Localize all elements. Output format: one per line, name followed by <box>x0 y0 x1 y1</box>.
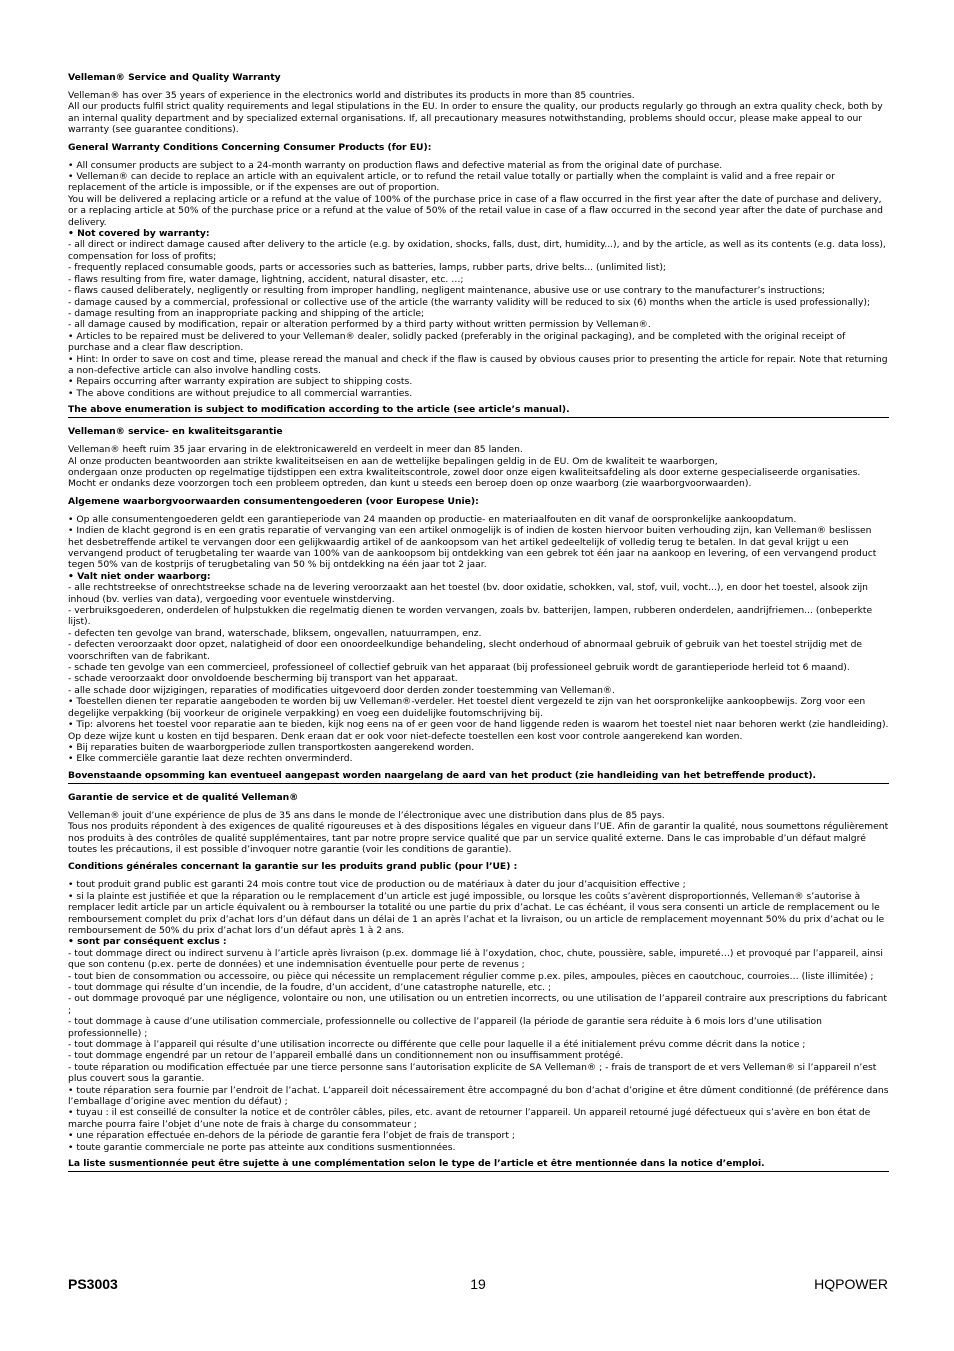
list-item: • Bij reparaties buiten de waarborgperiode zullen transportkosten aangerekend worden. <box>68 741 475 753</box>
list-item: - schade ten gevolge van een commercieel, professioneel of collectief gebruik van het apparaat (bij professioneel gebruik wordt de garantieperiode herleid tot 6 maand). <box>68 662 850 674</box>
list-item: - flaws resulting from fire, water damage, lightning, accident, natural disaster, etc. …; <box>68 273 464 285</box>
list-item: - toute réparation ou modification effectuée par une tierce personne sans l’autorisation explicite de SA Velleman® ; - frais de transport de et vers Velleman® si l’appareil n’est plus couvert sous la garantie. <box>68 1061 877 1085</box>
list-item: - alle schade door wijzigingen, reparaties of modificaties uitgevoerd door derden zonder toestemming van Velleman®. <box>68 684 616 696</box>
list-item: - schade veroorzaakt door onvoldoende bescherming bij transport van het apparaat. <box>68 673 458 685</box>
list-item: • Repairs occurring after warranty expiration are subject to shipping costs. <box>68 376 413 388</box>
list-item: - all direct or indirect damage caused after delivery to the article (e.g. by oxidation, shocks, falls, dust, dirt, humidity...), and by the article, as well as its contents (e.g. data loss), compensation for loss of profits; <box>68 239 886 262</box>
closing-note: The above enumeration is subject to modification according to the article (see article’s manual). <box>68 404 889 418</box>
document-body <box>68 72 889 1180</box>
list-item: • Op alle consumentengoederen geldt een garantieperiode van 24 maanden op productie- en materiaalfouten en dit vanaf de oorspronkelijke aankoopdatum. <box>68 513 797 525</box>
conditions-list <box>68 879 889 1153</box>
list-item: • tout produit grand public est garanti 24 mois contre tout vice de production ou de matériaux à dater du jour d’acquisition effective ; <box>68 879 686 891</box>
list-item: - tout dommage à l’appareil qui résulte d’une utilisation incorrecte ou différente que celle pour laquelle il a été initialement prévu comme décrit dans la notice ; <box>68 1039 806 1051</box>
section-nl <box>68 426 889 784</box>
list-item: • Valt niet onder waarborg: <box>68 570 211 582</box>
closing-note: La liste susmentionnée peut être sujette à une complémentation selon le type de l’article et être mentionnée dans la notice d’emploi. <box>68 1158 889 1172</box>
conditions-title: General Warranty Conditions Concerning Consumer Products (for EU): <box>68 141 432 153</box>
conditions-title: Conditions générales concernant la garantie sur les produits grand public (pour l’UE) : <box>68 861 518 873</box>
list-item: - flaws caused deliberately, negligently or resulting from improper handling, negligent maintenance, abusive use or use contrary to the manufacturer’s instructions; <box>68 285 825 297</box>
closing-note: Bovenstaande opsomming kan eventueel aangepast worden naargelang de aard van het product (zie handleiding van het betreffende product). <box>68 770 889 784</box>
list-item: • Tip: alvorens het toestel voor reparatie aan te bieden, kijk nog eens na of er geen voor de hand liggende reden is waarom het toestel niet naar behoren werkt (zie handleiding). Op deze wijze kunt u kosten en tijd besparen. Denk eraan dat er ook voor niet-defecte toestellen een kost voor controle aangerekend kan worden. <box>68 719 889 742</box>
list-item: - tout dommage direct ou indirect survenu à l’article après livraison (p.ex. dommage lié à l’oxydation, choc, chute, poussière, sable, impureté…) et provoqué par l’appareil, ainsi que son contenu (p.ex. perte de données) et une indemnisation éventuelle pour perte de revenus ; <box>68 947 883 971</box>
list-item: • Indien de klacht gegrond is en een gratis reparatie of vervanging van een artikel onmogelijk is of indien de kosten hiervoor buiten verhouding zijn, kan Velleman® beslissen het desbetreffende artikel te vervangen door een gelijkwaardig artikel of de aankoopsom van het artikel gedeeltelijk of volledig terug te betalen. In dat geval krijgt u een vervangend product of terugbetaling ter waarde van 100% van de aankoopsom bij ontdekking van een gebrek tot één jaar na aankoop en levering, of een vervangend product tegen 50% van de kostprijs of terugbetaling van 50 % bij ontdekking na één jaar tot 2 jaar. <box>68 525 877 571</box>
intro-paragraph: Velleman® heeft ruim 35 jaar ervaring in de elektronicawereld en verdeelt in meer dan 85 landen. Al onze producten beantwoorden aan strikte kwaliteitseisen en aan de wettelijke bepalingen geldig in de EU. Om de kwaliteit te waarborgen, ondergaan onze producten op regelmatige tijdstippen een extra kwaliteitscontrole, zowel door onze eigen kwaliteitsafdeling als door externe gespecialiseerde organisaties. Mocht er ondanks deze voorzorgen toch een probleem optreden, dan kunt u steeds een beroep doen op onze waarborg (zie waarborgvoorwaarden). <box>68 444 861 490</box>
list-item: • toute garantie commerciale ne porte pas atteinte aux conditions susmentionnées. <box>68 1141 456 1153</box>
list-item: • une réparation effectuée en-dehors de la période de garantie fera l’objet de frais de transport ; <box>68 1130 515 1142</box>
list-item: - tout dommage qui résulte d’un incendie, de la foudre, d’un accident, d’une catastrophe naturelle, etc. ; <box>68 982 552 993</box>
conditions-list <box>68 514 889 765</box>
page-footer <box>68 1276 888 1294</box>
section-title: Garantie de service et de qualité Velleman® <box>68 791 299 803</box>
section-fr <box>68 792 889 1172</box>
list-item: - tout dommage à cause d’une utilisation commerciale, professionnelle ou collective de l’appareil (la période de garantie sera réduite à 6 mois lors d’une utilisation professionnelle) ; <box>68 1016 822 1039</box>
section-title: Velleman® Service and Quality Warranty <box>68 72 281 83</box>
list-item: - damage caused by a commercial, professional or collective use of the article (the warranty validity will be reduced to six (6) months when the article is used professionally); <box>68 296 871 308</box>
intro-paragraph: Velleman® has over 35 years of experience in the electronics world and distributes its products in more than 85 countries. All our products fulfil strict quality requirements and legal stipulations in the EU. In order to ensure the quality, our products regularly go through an extra quality check, both by an internal quality department and by specialized external organisations. If, all precautionary measures notwithstanding, problems should occur, please make appeal to our warranty (see guarantee conditions). <box>68 90 883 136</box>
list-item: - out dommage provoqué par une négligence, volontaire ou non, une utilisation ou un entretien incorrects, ou une utilisation de l’appareil contraire aux prescriptions du fabricant ; <box>68 993 887 1016</box>
list-item: • sont par conséquent exclus : <box>68 936 227 948</box>
list-item: - all damage caused by modification, repair or alteration performed by a third party without written permission by Velleman®. <box>68 319 651 331</box>
list-item: • Toestellen dienen ter reparatie aangeboden te worden bij uw Velleman®-verdeler. Het toestel dient vergezeld te zijn van het oorspronkelijke aankoopbewijs. Zorg voor een degelijke verpakking (bij voorkeur de originele verpakking) en voeg een duidelijke foutomschrijving bij. <box>68 696 866 719</box>
conditions-list <box>68 160 889 400</box>
list-item: • toute réparation sera fournie par l’endroit de l’achat. L’appareil doit nécessairement être accompagné du bon d’achat d’origine et être dûment conditionné (de préférence dans l’emballage d’origine avec mention du défaut) ; <box>68 1084 889 1108</box>
list-item: • Not covered by warranty: <box>68 228 210 240</box>
list-item: - frequently replaced consumable goods, parts or accessories such as batteries, lamps, rubber parts, drive belts... (unlimited list); <box>68 262 666 274</box>
list-item: - defecten veroorzaakt door opzet, nalatigheid of door een onoordeelkundige behandeling, slecht onderhoud of abnormaal gebruik of gebruik van het toestel strijdig met de voorschriften van de fabrikant. <box>68 639 863 662</box>
section-en <box>68 72 889 418</box>
list-item: • si la plainte est justifiée et que la réparation ou le remplacement d’un article est jugé impossible, ou lorsque les coûts s’avèrent disproportionnés, Velleman® s’autorise à remplacer ledit article par un article équivalent ou à rembourser la totalité ou une partie du prix d’achat. Le cas échéant, il vous sera consenti un article de remplacement ou le remboursement complet du prix d’achat lors d’un défaut dans un délai de 1 an après l’achat et la livraison, ou un article de remplacement moyennant 50% du prix d’achat ou le remboursement de 50% du prix d’achat lors d’un défaut après 1 à 2 ans. <box>68 890 885 936</box>
list-item: - tout dommage engendré par un retour de l’appareil emballé dans un conditionnement non ou insuffisamment protégé. <box>68 1050 624 1062</box>
page-number: 19 <box>470 1276 486 1292</box>
list-item: • Articles to be repaired must be delivered to your Velleman® dealer, solidly packed (preferably in the original packaging), and be completed with the original receipt of purchase and a clear flaw description. <box>68 330 846 354</box>
intro-paragraph: Velleman® jouit d’une expérience de plus de 35 ans dans le monde de l’électronique avec une distribution dans plus de 85 pays. Tous nos produits répondent à des exigences de qualité rigoureuses et à des dispositions légales en vigueur dans l’UE. Afin de garantir la qualité, nous soumettons régulièrement nos produits à des contrôles de qualité supplémentaires, tant par notre propre service qualité que par un service qualité externe. Dans le cas improbable d’un défaut malgré toutes les précautions, il est possible d’invoquer notre garantie (voir les conditions de garantie). <box>68 809 889 855</box>
conditions-title: Algemene waarborgvoorwaarden consumentengoederen (voor Europese Unie): <box>68 495 479 507</box>
list-item: • Velleman® can decide to replace an article with an equivalent article, or to refund the retail value totally or partially when the complaint is valid and a free repair or replacement of the article is impossible, or if the expenses are out of proportion. <box>68 171 835 194</box>
list-item: • Hint: In order to save on cost and time, please reread the manual and check if the flaw is caused by obvious causes prior to presenting the article for repair. Note that returning a non-defective article can also involve handling costs. <box>68 353 888 376</box>
list-item: - damage resulting from an inappropriate packing and shipping of the article; <box>68 307 425 319</box>
list-item: You will be delivered a replacing article or a refund at the value of 100% of the purchase price in case of a flaw occurred in the first year after the date of purchase and delivery, or a replacing article at 50% of the purchase price or a refund at the value of 50% of the retail value in case of a flaw occurred in the second year after the date of purchase and delivery. <box>68 193 883 228</box>
list-item: - defecten ten gevolge van brand, waterschade, bliksem, ongevallen, natuurrampen, enz. <box>68 627 482 639</box>
list-item: • Elke commerciële garantie laat deze rechten onverminderd. <box>68 753 353 765</box>
list-item: - alle rechtstreekse of onrechtstreekse schade na de levering veroorzaakt aan het toestel (bv. door oxidatie, schokken, val, stof, vuil, vocht...), en door het toestel, alsook zijn inhoud (bv. verlies van data), vergoeding voor eventuele winstderving. <box>68 582 869 605</box>
list-item: • The above conditions are without prejudice to all commercial warranties. <box>68 387 413 399</box>
list-item: • tuyau : il est conseillé de consulter la notice et de contrôler câbles, piles, etc. avant de retourner l’appareil. Un appareil retourné jugé défectueux qui s’avère en bon état de marche pourra faire l’objet d’une note de frais à charge du consommateur ; <box>68 1107 871 1130</box>
brand-name: HQPOWER <box>814 1276 888 1292</box>
list-item: • All consumer products are subject to a 24-month warranty on production flaws and defective material as from the original date of purchase. <box>68 159 723 171</box>
model-number: PS3003 <box>68 1276 118 1292</box>
list-item: - tout bien de consommation ou accessoire, ou pièce qui nécessite un remplacement régulier comme p.ex. piles, ampoules, pièces en caoutchouc, courroies… (liste illimitée) ; <box>68 970 874 982</box>
section-title: Velleman® service- en kwaliteitsgarantie <box>68 426 283 438</box>
list-item: - verbruiksgoederen, onderdelen of hulpstukken die regelmatig dienen te worden vervangen, zoals bv. batterijen, lampen, rubberen onderdelen, aandrijfriemen... (onbeperkte lijst). <box>68 605 873 628</box>
